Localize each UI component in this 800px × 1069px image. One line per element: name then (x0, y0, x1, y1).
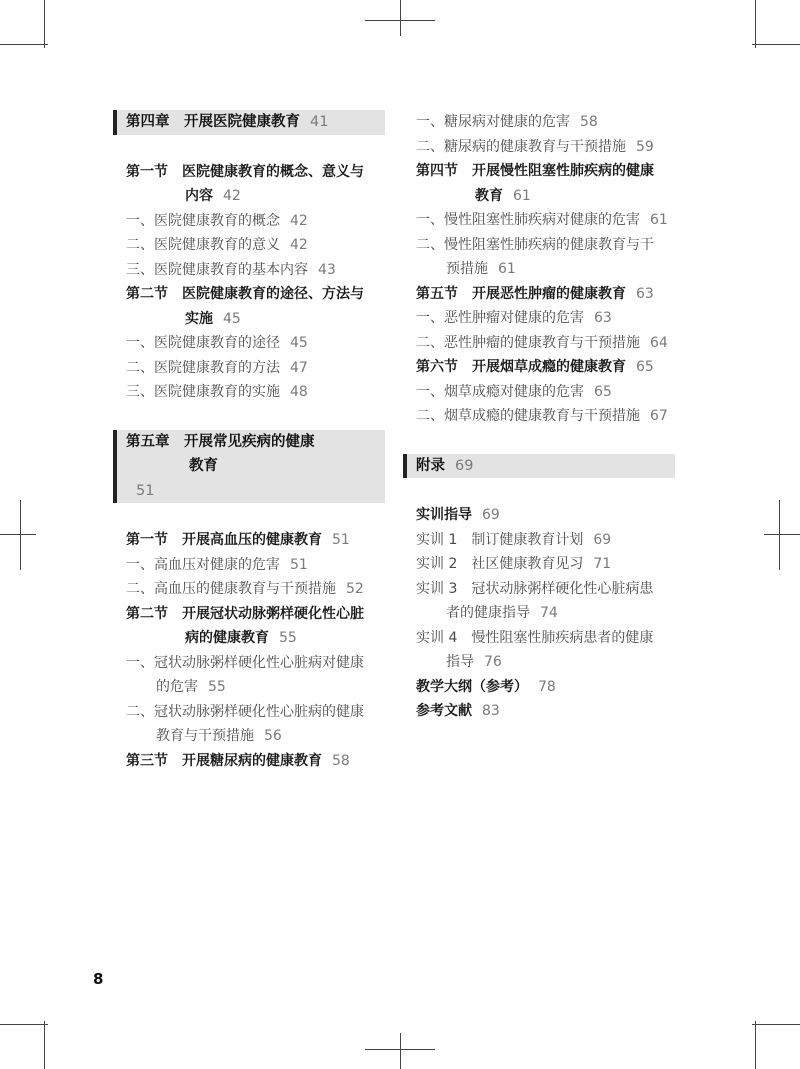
toc-entry-text: 者的健康指导 (446, 605, 530, 621)
toc-entry-text: 实训 2 社区健康教育见习 (416, 556, 584, 572)
toc-chapter-title: 第四章 开展医院健康教育 (126, 114, 300, 130)
toc-page-number: 42 (290, 212, 308, 229)
toc-page-number: 51 (136, 482, 155, 499)
toc-item-entry (113, 651, 385, 676)
toc-item-entry (403, 306, 675, 331)
page-number: 8 (93, 970, 104, 988)
toc-entry-text: 一、冠状动脉粥样硬化性心脏病对健康 (126, 654, 364, 671)
toc-page-number: 83 (482, 703, 500, 719)
toc-entry-text: 实训指导 (416, 507, 472, 523)
toc-section-entry (113, 528, 385, 553)
toc-entry-text: 一、糖尿病对健康的危害 (416, 114, 570, 130)
toc-section-entry (113, 307, 385, 332)
toc-entry-text: 第五节 开展恶性肿瘤的健康教育 (416, 285, 626, 302)
toc-page-number: 65 (594, 383, 612, 400)
toc-item-entry (403, 233, 675, 258)
toc-item-entry (113, 577, 385, 602)
toc-item-entry (403, 601, 675, 626)
toc-item-entry (113, 209, 385, 234)
toc-page-number: 65 (636, 359, 654, 375)
toc-page-number: 42 (223, 188, 241, 204)
toc-item-entry (403, 110, 675, 135)
toc-right-column (403, 110, 675, 724)
toc-item-entry (113, 356, 385, 381)
toc-item-entry (403, 552, 675, 577)
toc-spacer (403, 429, 675, 454)
toc-page-number: 76 (484, 654, 502, 670)
toc-page-number: 63 (594, 310, 612, 326)
toc-section-entry (403, 675, 675, 700)
crop-mark (44, 0, 45, 48)
toc-item-entry (403, 380, 675, 405)
crop-mark (44, 1021, 45, 1069)
toc-item-entry (113, 700, 385, 725)
toc-chapter-heading (403, 454, 675, 479)
toc-section-entry (403, 503, 675, 528)
toc-entry-text: 实训 1 制订健康教育计划 (416, 531, 584, 548)
toc-entry-text: 一、慢性阻塞性肺疾病对健康的危害 (416, 212, 640, 228)
toc-entry-text: 二、糖尿病的健康教育与干预措施 (416, 138, 626, 155)
toc-entry-text: 教育与干预措施 (156, 728, 254, 744)
toc-page-number: 48 (290, 384, 308, 400)
toc-item-entry (113, 258, 385, 283)
toc-entry-text: 一、恶性肿瘤对健康的危害 (416, 310, 584, 326)
toc-entry-text: 第六节 开展烟草成瘾的健康教育 (416, 359, 626, 375)
crop-mark (779, 500, 780, 570)
toc-page-number: 71 (593, 556, 612, 572)
toc-page-number: 43 (318, 261, 336, 278)
toc-entry-text: 实训 4 慢性阻塞性肺疾病患者的健康 (416, 629, 654, 646)
toc-page-number: 64 (650, 334, 668, 351)
toc-page-number: 63 (636, 285, 654, 302)
toc-entry-text: 二、医院健康教育的方法 (126, 359, 280, 376)
toc-entry-text: 二、慢性阻塞性肺疾病的健康教育与干 (416, 236, 654, 253)
toc-spacer (113, 503, 385, 528)
toc-entry-text: 的危害 (156, 679, 198, 695)
toc-section-entry (403, 282, 675, 307)
toc-item-entry (403, 257, 675, 282)
toc-page-number: 56 (264, 728, 282, 744)
toc-page-number: 61 (513, 187, 531, 204)
toc-page-number: 74 (540, 605, 558, 621)
toc-page-number: 58 (580, 114, 598, 130)
toc-page-number: 47 (290, 359, 308, 376)
toc-entry-text: 第三节 开展糖尿病的健康教育 (126, 752, 322, 769)
toc-entry-text: 实施 (185, 310, 213, 327)
toc-section-entry (403, 699, 675, 724)
toc-item-entry (403, 650, 675, 675)
toc-item-entry (403, 135, 675, 160)
toc-entry-text: 二、恶性肿瘤的健康教育与干预措施 (416, 334, 640, 351)
toc-entry-text: 二、烟草成瘾的健康教育与干预措施 (416, 408, 640, 424)
toc-item-entry (113, 331, 385, 356)
toc-entry-text: 第四节 开展慢性阻塞性肺疾病的健康 (416, 163, 654, 179)
toc-entry-text: 内容 (185, 188, 213, 204)
toc-entry-text: 一、高血压对健康的危害 (126, 556, 280, 573)
toc-entry-text: 实训 3 冠状动脉粥样硬化性心脏病患 (416, 580, 654, 597)
toc-entry-text: 三、医院健康教育的实施 (126, 384, 280, 400)
crop-mark (20, 500, 21, 570)
toc-page-number: 52 (346, 581, 364, 597)
crop-mark (755, 0, 756, 48)
toc-entry-text: 二、冠状动脉粥样硬化性心脏病的健康 (126, 703, 364, 720)
toc-entry-text: 第一节 开展高血压的健康教育 (126, 532, 322, 548)
toc-page-number: 42 (290, 237, 308, 253)
toc-item-entry (113, 675, 385, 700)
toc-section-entry (403, 159, 675, 184)
toc-section-entry (113, 626, 385, 651)
toc-entry-text: 二、医院健康教育的意义 (126, 237, 280, 253)
toc-section-entry (403, 184, 675, 209)
toc-entry-text: 一、医院健康教育的概念 (126, 212, 280, 229)
toc-page-number: 55 (279, 630, 297, 646)
crop-mark (752, 44, 800, 45)
toc-page-number: 59 (636, 138, 654, 155)
toc-page-number: 45 (290, 335, 308, 351)
crop-mark (400, 0, 401, 36)
toc-page-number: 69 (482, 507, 500, 523)
toc-entry-text: 第一节 医院健康教育的概念、意义与 (126, 163, 364, 180)
toc-entry-text: 参考文献 (416, 703, 472, 719)
toc-section-entry (113, 282, 385, 307)
toc-entry-text: 二、高血压的健康教育与干预措施 (126, 581, 336, 597)
toc-section-entry (113, 160, 385, 185)
toc-page-number: 61 (650, 212, 668, 228)
toc-section-entry (113, 602, 385, 627)
toc-left-column (113, 110, 385, 773)
toc-item-entry (113, 380, 385, 405)
crop-mark (764, 534, 800, 535)
toc-spacer (113, 405, 385, 430)
toc-entry-text: 第二节 医院健康教育的途径、方法与 (126, 286, 364, 302)
toc-chapter-heading (113, 430, 385, 504)
toc-entry-text: 三、医院健康教育的基本内容 (126, 261, 308, 278)
toc-item-entry (403, 404, 675, 429)
toc-page-number: 45 (223, 310, 241, 327)
toc-page-number: 55 (208, 679, 226, 695)
toc-entry-text: 第二节 开展冠状动脉粥样硬化性心脏 (126, 605, 364, 622)
toc-page-number: 51 (290, 556, 308, 573)
crop-mark (0, 44, 48, 45)
toc-section-entry (113, 184, 385, 209)
toc-spacer (403, 478, 675, 503)
toc-item-entry (403, 208, 675, 233)
toc-entry-text: 教学大纲（参考） (416, 678, 528, 695)
toc-item-entry (113, 724, 385, 749)
toc-chapter-title: 第五章 开展常见疾病的健康 (126, 433, 315, 450)
toc-item-entry (113, 233, 385, 258)
toc-entry-text: 预措施 (446, 261, 488, 277)
toc-page-number: 58 (332, 752, 350, 769)
crop-mark (0, 534, 36, 535)
toc-page-number: 69 (593, 531, 612, 548)
toc-page-number: 61 (498, 261, 516, 277)
toc-item-entry (403, 626, 675, 651)
toc-section-entry (403, 355, 675, 380)
toc-item-entry (403, 577, 675, 602)
toc-page-number: 67 (650, 408, 668, 424)
toc-page-number: 69 (455, 457, 474, 474)
toc-entry-text: 教育 (475, 187, 503, 204)
toc-spacer (113, 135, 385, 160)
crop-mark (752, 1024, 800, 1025)
toc-item-entry (403, 528, 675, 553)
toc-entry-text: 一、医院健康教育的途径 (126, 335, 280, 351)
toc-page-number: 51 (332, 532, 350, 548)
toc-page-number: 78 (538, 678, 556, 695)
toc-page-number: 41 (310, 114, 329, 130)
toc-item-entry (403, 331, 675, 356)
crop-mark (0, 1024, 48, 1025)
crop-mark (400, 1033, 401, 1069)
toc-section-entry (113, 749, 385, 774)
toc-entry-text: 病的健康教育 (185, 630, 269, 646)
toc-chapter-title: 教育 (189, 458, 218, 474)
toc-entry-text: 指导 (446, 654, 474, 670)
toc-item-entry (113, 553, 385, 578)
toc-chapter-heading (113, 110, 385, 135)
toc-chapter-title: 附录 (416, 457, 445, 474)
crop-mark (755, 1021, 756, 1069)
toc-entry-text: 一、烟草成瘾对健康的危害 (416, 383, 584, 400)
